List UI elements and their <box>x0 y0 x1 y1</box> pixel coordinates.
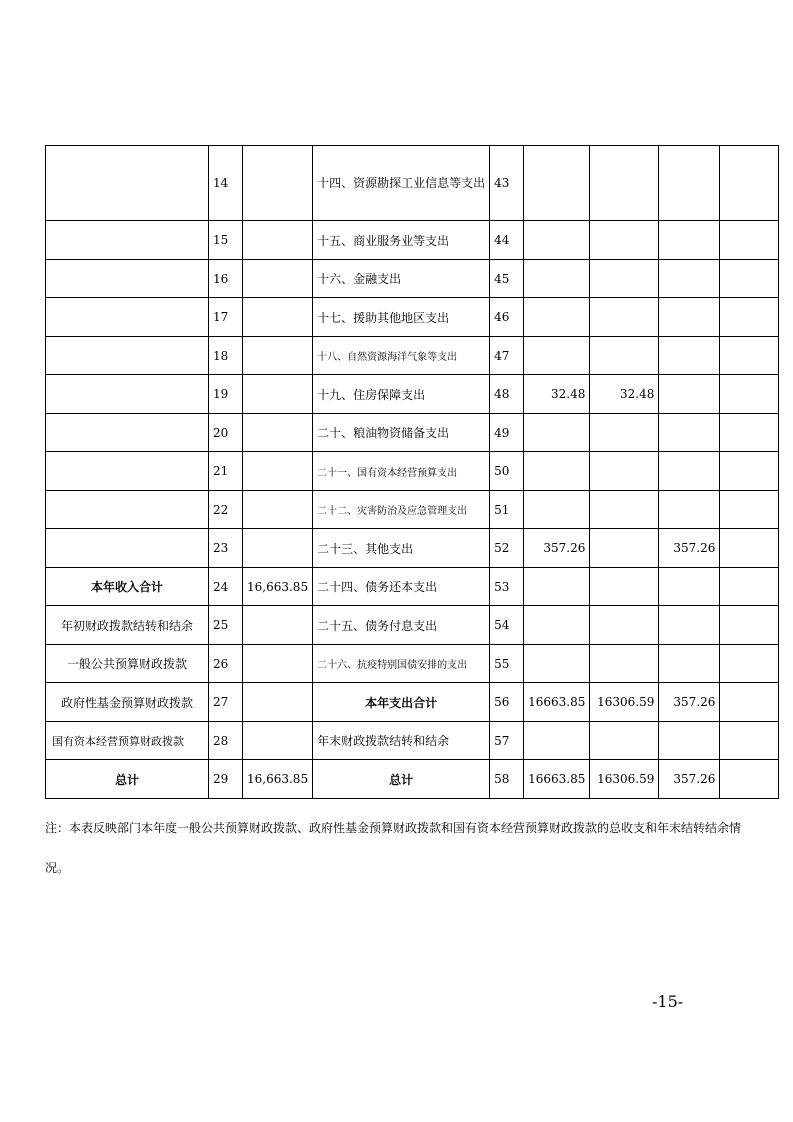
income-row-number: 18 <box>209 337 243 375</box>
income-item <box>46 375 209 414</box>
expense-total <box>524 606 590 645</box>
income-item <box>46 529 209 568</box>
expense-state-capital <box>720 221 779 260</box>
income-amount <box>243 298 313 337</box>
expense-state-capital <box>720 337 779 375</box>
expense-state-capital <box>720 375 779 414</box>
expense-item: 十七、援助其他地区支出 <box>313 298 490 337</box>
expense-gov-fund <box>659 337 720 375</box>
expense-general-budget: 16306.59 <box>590 760 659 799</box>
income-item <box>46 414 209 452</box>
expense-gov-fund <box>659 221 720 260</box>
income-amount <box>243 606 313 645</box>
expense-total: 357.26 <box>524 529 590 568</box>
income-row-number: 25 <box>209 606 243 645</box>
expense-state-capital <box>720 146 779 221</box>
income-item: 国有资本经营预算财政拨款 <box>46 722 209 760</box>
expense-general-budget: 32.48 <box>590 375 659 414</box>
income-item <box>46 260 209 298</box>
income-row-number: 14 <box>209 146 243 221</box>
income-amount <box>243 146 313 221</box>
income-item: 政府性基金预算财政拨款 <box>46 683 209 722</box>
income-amount: 16,663.85 <box>243 568 313 606</box>
expense-item: 十六、金融支出 <box>313 260 490 298</box>
income-item <box>46 452 209 491</box>
table-row <box>46 491 779 529</box>
income-amount <box>243 452 313 491</box>
expense-general-budget: 16306.59 <box>590 683 659 722</box>
income-item <box>46 491 209 529</box>
income-item <box>46 298 209 337</box>
expense-gov-fund <box>659 260 720 298</box>
expense-item: 二十四、债务还本支出 <box>313 568 490 606</box>
expense-gov-fund <box>659 452 720 491</box>
income-row-number: 16 <box>209 260 243 298</box>
page-number: -15- <box>652 992 684 1011</box>
income-row-number: 17 <box>209 298 243 337</box>
table-row <box>46 414 779 452</box>
expense-gov-fund <box>659 568 720 606</box>
expense-general-budget <box>590 221 659 260</box>
expense-total <box>524 260 590 298</box>
expense-state-capital <box>720 491 779 529</box>
table-row <box>46 221 779 260</box>
table-row <box>46 375 779 414</box>
income-row-number: 19 <box>209 375 243 414</box>
expense-state-capital <box>720 298 779 337</box>
expense-state-capital <box>720 683 779 722</box>
income-amount <box>243 414 313 452</box>
table-footnote: 注：本表反映部门本年度一般公共预算财政拨款、政府性基金预算财政拨款和国有资本经营预算财政拨款的总收支和年末结转结余情况。 <box>45 821 742 875</box>
table-row <box>46 683 779 722</box>
table-row <box>46 260 779 298</box>
expense-item: 二十、粮油物资储备支出 <box>313 414 490 452</box>
expense-item: 二十二、灾害防治及应急管理支出 <box>313 491 490 529</box>
table-row <box>46 645 779 683</box>
expense-total <box>524 568 590 606</box>
table-row <box>46 722 779 760</box>
expense-gov-fund <box>659 491 720 529</box>
income-amount <box>243 683 313 722</box>
expense-general-budget <box>590 529 659 568</box>
expense-gov-fund <box>659 606 720 645</box>
expense-item: 二十六、抗疫特别国债安排的支出 <box>313 645 490 683</box>
income-item: 一般公共预算财政拨款 <box>46 645 209 683</box>
table-row <box>46 529 779 568</box>
income-row-number: 20 <box>209 414 243 452</box>
expense-general-budget <box>590 722 659 760</box>
income-row-number: 29 <box>209 760 243 799</box>
expense-general-budget <box>590 260 659 298</box>
expense-item: 十五、商业服务业等支出 <box>313 221 490 260</box>
expense-gov-fund: 357.26 <box>659 760 720 799</box>
expense-state-capital <box>720 568 779 606</box>
expense-total <box>524 414 590 452</box>
income-amount <box>243 221 313 260</box>
income-row-number: 26 <box>209 645 243 683</box>
expense-total <box>524 298 590 337</box>
table-row <box>46 452 779 491</box>
expense-total: 16663.85 <box>524 683 590 722</box>
expense-total: 32.48 <box>524 375 590 414</box>
income-item <box>46 146 209 221</box>
expense-row-number: 48 <box>490 375 524 414</box>
expense-general-budget <box>590 606 659 645</box>
expense-general-budget <box>590 645 659 683</box>
expense-item: 年末财政拨款结转和结余 <box>313 722 490 760</box>
expense-row-number: 44 <box>490 221 524 260</box>
expense-total <box>524 722 590 760</box>
expense-item: 本年支出合计 <box>313 683 490 722</box>
expense-state-capital <box>720 414 779 452</box>
income-amount <box>243 645 313 683</box>
income-item: 总计 <box>46 760 209 799</box>
income-row-number: 15 <box>209 221 243 260</box>
expense-item: 十四、资源勘探工业信息等支出 <box>313 146 490 221</box>
expense-total <box>524 491 590 529</box>
income-amount <box>243 491 313 529</box>
income-item: 本年收入合计 <box>46 568 209 606</box>
income-item: 年初财政拨款结转和结余 <box>46 606 209 645</box>
expense-total <box>524 146 590 221</box>
income-row-number: 24 <box>209 568 243 606</box>
income-item <box>46 337 209 375</box>
expense-row-number: 45 <box>490 260 524 298</box>
expense-state-capital <box>720 645 779 683</box>
expense-row-number: 51 <box>490 491 524 529</box>
expense-gov-fund <box>659 722 720 760</box>
expense-state-capital <box>720 529 779 568</box>
income-amount <box>243 375 313 414</box>
income-amount: 16,663.85 <box>243 760 313 799</box>
expense-general-budget <box>590 568 659 606</box>
expense-item: 二十一、国有资本经营预算支出 <box>313 452 490 491</box>
expense-state-capital <box>720 606 779 645</box>
expense-total <box>524 337 590 375</box>
expense-gov-fund <box>659 414 720 452</box>
income-amount <box>243 722 313 760</box>
expense-general-budget <box>590 146 659 221</box>
expense-item: 十九、住房保障支出 <box>313 375 490 414</box>
income-row-number: 22 <box>209 491 243 529</box>
expense-general-budget <box>590 337 659 375</box>
expense-row-number: 55 <box>490 645 524 683</box>
expense-gov-fund: 357.26 <box>659 529 720 568</box>
expense-gov-fund: 357.26 <box>659 683 720 722</box>
table-row <box>46 146 779 221</box>
expense-item: 二十三、其他支出 <box>313 529 490 568</box>
expense-general-budget <box>590 298 659 337</box>
income-row-number: 28 <box>209 722 243 760</box>
expense-gov-fund <box>659 146 720 221</box>
expense-item: 总计 <box>313 760 490 799</box>
expense-total <box>524 645 590 683</box>
expense-general-budget <box>590 491 659 529</box>
expense-row-number: 46 <box>490 298 524 337</box>
expense-row-number: 43 <box>490 146 524 221</box>
income-amount <box>243 337 313 375</box>
income-amount <box>243 260 313 298</box>
income-row-number: 23 <box>209 529 243 568</box>
expense-row-number: 50 <box>490 452 524 491</box>
table-row <box>46 606 779 645</box>
expense-row-number: 56 <box>490 683 524 722</box>
expense-general-budget <box>590 414 659 452</box>
expense-state-capital <box>720 760 779 799</box>
expense-general-budget <box>590 452 659 491</box>
table-row <box>46 568 779 606</box>
expense-state-capital <box>720 260 779 298</box>
table-row <box>46 298 779 337</box>
expense-row-number: 53 <box>490 568 524 606</box>
expense-row-number: 52 <box>490 529 524 568</box>
expense-row-number: 58 <box>490 760 524 799</box>
expense-gov-fund <box>659 298 720 337</box>
expense-row-number: 49 <box>490 414 524 452</box>
expense-item: 二十五、债务付息支出 <box>313 606 490 645</box>
expense-state-capital <box>720 722 779 760</box>
income-row-number: 21 <box>209 452 243 491</box>
expense-state-capital <box>720 452 779 491</box>
table-row <box>46 760 779 799</box>
budget-table <box>45 145 779 799</box>
expense-total: 16663.85 <box>524 760 590 799</box>
expense-item: 十八、自然资源海洋气象等支出 <box>313 337 490 375</box>
expense-row-number: 54 <box>490 606 524 645</box>
income-amount <box>243 529 313 568</box>
expense-total <box>524 452 590 491</box>
expense-row-number: 47 <box>490 337 524 375</box>
income-row-number: 27 <box>209 683 243 722</box>
expense-gov-fund <box>659 375 720 414</box>
expense-gov-fund <box>659 645 720 683</box>
income-item <box>46 221 209 260</box>
table-row <box>46 337 779 375</box>
expense-row-number: 57 <box>490 722 524 760</box>
expense-total <box>524 221 590 260</box>
